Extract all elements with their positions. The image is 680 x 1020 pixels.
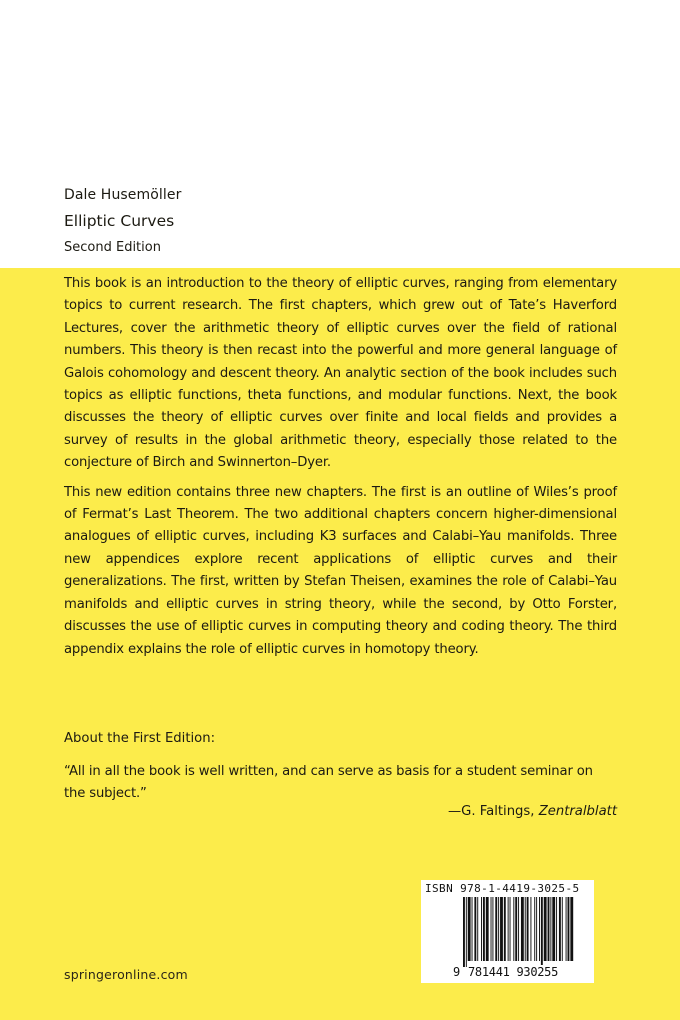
barcode-bar xyxy=(566,897,567,961)
barcode-bar xyxy=(536,897,537,961)
ean-digits: 781441 930255 xyxy=(468,965,559,979)
barcode-bar xyxy=(518,897,519,961)
edition-label: Second Edition xyxy=(64,240,161,255)
barcode-bar xyxy=(530,897,531,961)
barcode-bar xyxy=(466,897,467,967)
barcode-bar xyxy=(513,897,514,961)
barcode-bar xyxy=(486,897,489,961)
book-title: Elliptic Curves xyxy=(64,212,175,230)
description-paragraph-2: This new edition contains three new chapters. The first is an outline of Wiles’s proof of Fermat’s Last Theorem. The two additional chapters concern higher-dimensional analogues of elliptic curves, including K3 surfaces and Calabi–Yau manifolds. Three new appendices explore recent applications of elliptic curves and their generalizations. The first, written by Stefan Theisen, examines the role of Calabi–Yau manifolds and elliptic curves in string theory, while the second, by Otto Forster, discusses the use of elliptic curves in computing theory and coding theory. The third appendix explains the role of elliptic curves in homotopy theory. xyxy=(64,484,617,657)
barcode-bar xyxy=(541,897,543,967)
review-quote: “All in all the book is well written, and can serve as basis for a student seminar on the subject.” xyxy=(64,764,593,802)
isbn-label: ISBN 978-1-4419-3025-5 xyxy=(425,882,580,895)
barcode-bar xyxy=(552,897,555,961)
barcode-bar xyxy=(481,897,482,961)
book-description xyxy=(64,273,617,668)
barcode-bar xyxy=(492,897,493,961)
barcode-bar xyxy=(474,897,476,961)
barcode-bar xyxy=(521,897,524,961)
author-name: Dale Husemöller xyxy=(64,187,182,203)
barcode-bar xyxy=(468,897,471,961)
barcode-bar xyxy=(515,897,517,961)
reviewer-name: —G. Faltings, xyxy=(447,804,539,819)
barcode-bar xyxy=(500,897,503,961)
barcode-bar xyxy=(534,897,535,961)
barcode-bar xyxy=(495,897,497,961)
barcode-bar xyxy=(498,897,499,961)
publisher-website: springeronline.com xyxy=(64,967,188,982)
barcode-bar xyxy=(527,897,529,961)
description-paragraph-1: This book is an introduction to the theory of elliptic curves, ranging from elementary topics to current research. The first chapters, which grew out of Tate’s Haverford Lectures, cover the arithmetic theory of elliptic curves over the field of rational numbers. This theory is then recast into the powerful and more general language of Galois cohomology and descent theory. An analytic section of the book includes such topics as elliptic functions, theta functions, and modular functions. Next, the book discusses the theory of elliptic curves over finite and local fields and provides a survey of results in the global arithmetic theory, especially those related to the conjecture of Birch and Swinnerton–Dyer. xyxy=(64,276,617,471)
review-source: Zentralblatt xyxy=(538,804,617,819)
barcode-bar xyxy=(483,897,485,961)
barcode-bar xyxy=(539,897,540,961)
isbn-barcode xyxy=(421,880,594,983)
barcode-bar xyxy=(550,897,551,961)
ean-first-digit: 9 xyxy=(453,965,461,979)
barcode-bar xyxy=(504,897,506,961)
barcode-bar xyxy=(544,897,547,961)
barcode-bar xyxy=(568,897,570,961)
barcode-bar xyxy=(491,897,492,961)
barcode-bar xyxy=(559,897,561,961)
barcode-bar xyxy=(477,897,478,961)
barcode-bar xyxy=(562,897,563,961)
barcode-bar xyxy=(548,897,550,961)
review-heading: About the First Edition: xyxy=(64,731,216,746)
review-attribution xyxy=(448,802,617,822)
cover-header xyxy=(64,186,181,256)
barcode-bar xyxy=(463,897,465,967)
barcode-bar xyxy=(510,897,511,961)
barcode-bar xyxy=(570,897,573,961)
barcode-bar xyxy=(508,897,509,961)
barcode-bars-icon xyxy=(463,897,575,967)
barcode-bar xyxy=(472,897,473,961)
barcode-bar xyxy=(556,897,557,961)
barcode-bar xyxy=(525,897,526,961)
